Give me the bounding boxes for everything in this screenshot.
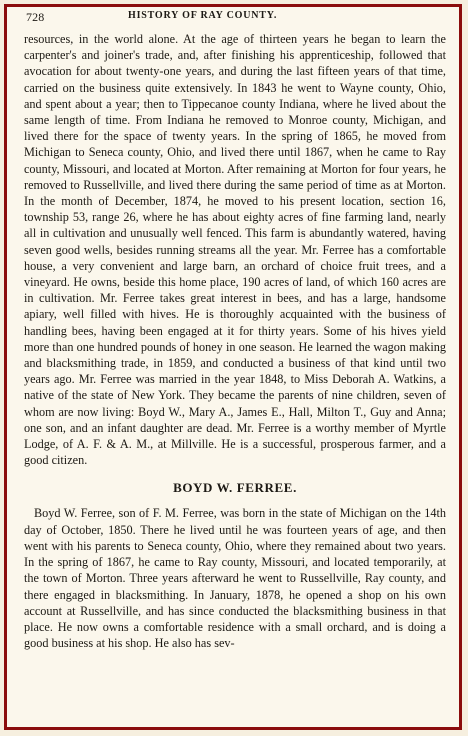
- body-paragraph-2: Boyd W. Ferree, son of F. M. Ferree, was born in the state of Michigan on the 14th day of October, 1850. There he lived until he was fourteen years of age, and then went with his parents to Seneca county, Ohio, where they remained about two years. In the spring of 1867, he came to Ray county, Missouri, and located temporarily, at the town of Morton. Three years afterward he went to Russellville, Ray county, and there engaged in blacksmithing. In January, 1878, he opened a shop on his own account at Russellville, and has since conducted the blacksmithing business in that place. He now owns a comfortable residence with a small orchard, and is doing a good business at his shop. He also has sev-: [24, 506, 446, 651]
- page-header: [26, 10, 448, 26]
- page-body: [24, 31, 446, 651]
- page-number: 728: [26, 10, 45, 24]
- body-paragraph-1: resources, in the world alone. At the age of thirteen years he began to learn the carpenter's and joiner's trade, and, after finishing his apprenticeship, followed that avocation for about twenty-one years, and during the last fifteen years of that time, carried on the business quite extensively. In 1843 he went to Wayne county, Ohio, and spent about a year; then to Tippecanoe county Indiana, where he lived about the same length of time. From Indiana he removed to Monroe county, Michigan, and lived there for the space of twenty years. In the spring of 1865, he moved from Michigan to Seneca county, Ohio, and lived there until 1867, when he came to Ray county, Missouri, and located at Morton. After remaining at Morton for four years, he removed to Russellville, and lived there during the same period of time as at Morton. In the month of December, 1874, he moved to his present location, section 16, township 53, range 26, where he has about eighty acres of fine farming land, nearly all in cultivation and unusually well fenced. This farm is abundantly watered, having seven good wells, besides running streams all the year. Mr. Ferree has a comfortable house, a very convenient and large barn, an orchard of choice fruit trees, and a vineyard. He owns, beside this home place, 190 acres of land, of which 160 acres are in cultivation. Mr. Ferree takes great interest in bees, and has a large, handsome apiary, well filled with hives. He is thoroughly acquainted with the business of handling bees, having been engaged at it for thirty years. Some of his hives yield more than one hundred pounds of honey in one season. He learned the wagon making and blacksmithing trade, in 1859, and conducted a business of that kind until two years ago. Mr. Ferree was married in the year 1848, to Miss Deborah A. Watkins, a native of the state of New York. They became the parents of nine children, seven of whom are now living: Boyd W., Mary A., James E., Hall, Milton T., Guy and Anna; one son, and an infant daughter are dead. Mr. Ferree is a worthy member of Myrtle Lodge, of A. F. & A. M., at Millville. He is a successful, prosperous farmer, and a good citizen.: [24, 32, 446, 468]
- running-title: HISTORY OF RAY COUNTY.: [128, 10, 278, 21]
- section-heading: BOYD W. FERREE.: [173, 480, 297, 496]
